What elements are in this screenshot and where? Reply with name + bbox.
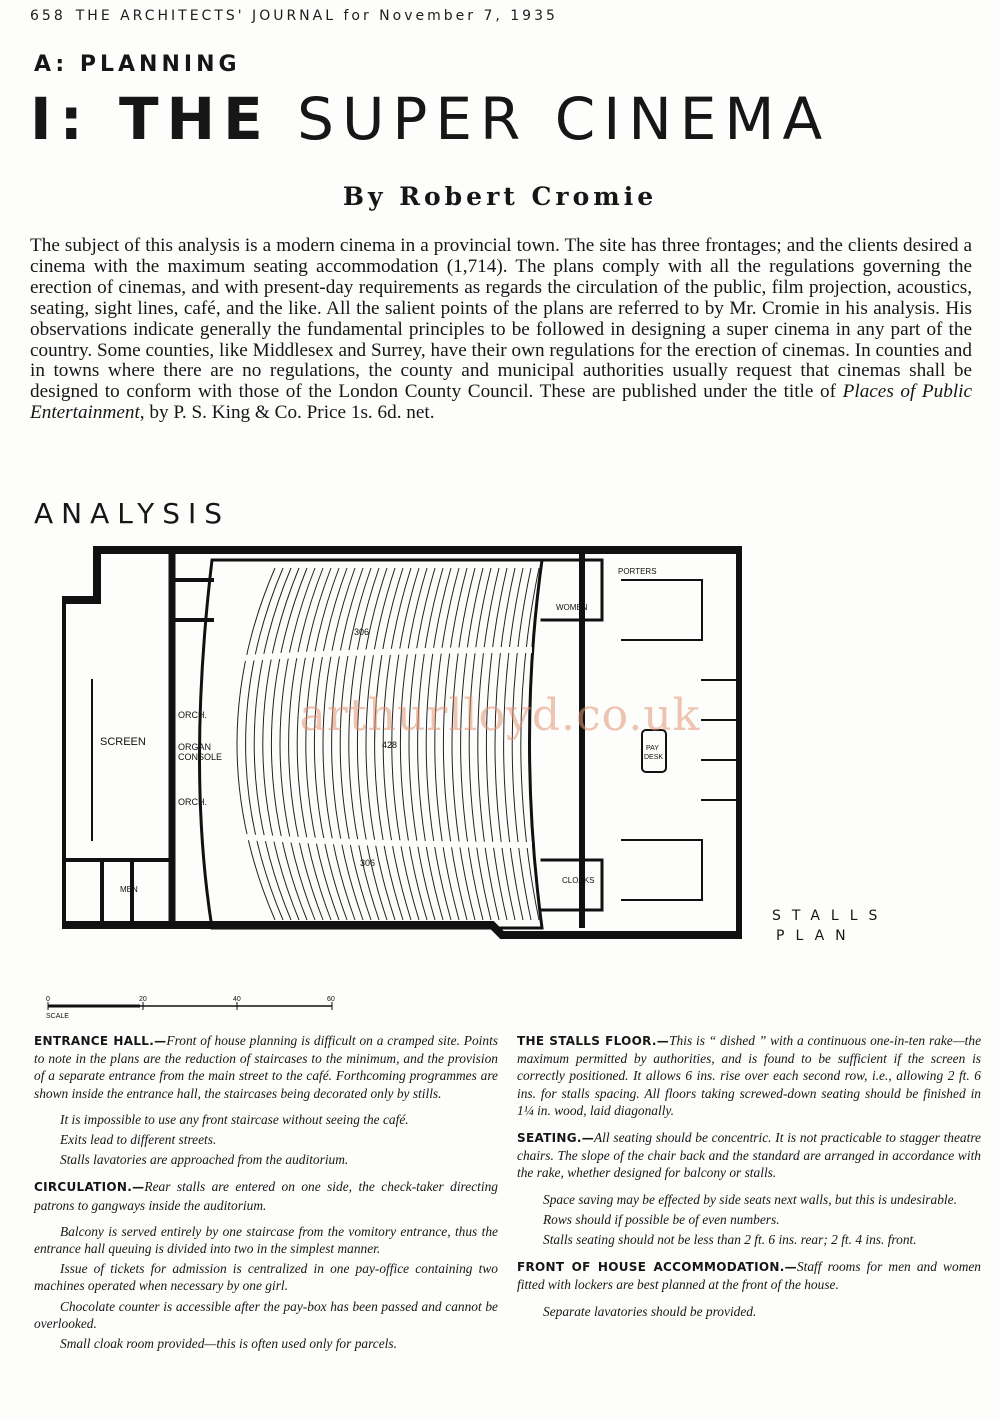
- plan-caption-line1: STALLS: [772, 908, 889, 924]
- intro-text-before: The subject of this analysis is a modern cinema in a provincial town. The site has three frontages; and the clients desired a cinema with the maximum seating accommodation (1,714). The plans comply with all the regulations governing the erection of cinemas, and with present-day requirements as regards the circulation of the public, film projection, acoustics, seating, sight lines, café, and the like. All the salient points of the plans are referred to by Mr. Cromie in his analysis. His observations indicate generally the fundamental principles to be followed in designing a super cinema in any part of the country. Some counties, like Middlesex and Surrey, have their own regulations for the erection of cinemas. In counties and in towns where there are no regulations, the county and municipal authorities usually request that cinemas shall be designed to conform with those of the London County Council. These are published under the title of: [30, 235, 972, 403]
- intro-book-title: Places of Public Entertainment: [30, 381, 973, 424]
- plan-label-orch-top: ORCH.: [178, 710, 207, 720]
- plan-label-cloaks: CLOAKS: [562, 876, 595, 885]
- plan-seat-row: [478, 568, 499, 920]
- title-part-b: SUPER CINEMA: [297, 85, 831, 153]
- section-paragraph: [517, 1258, 981, 1293]
- paragraph-text: Chocolate counter is accessible after the pay-box has been passed and cannot be overlooked.: [34, 1298, 498, 1331]
- plan-label-organ: ORGAN: [178, 742, 212, 752]
- paragraph-text: Front of house planning is difficult on a cramped site. Points to note in the plans are the reduction of staircases to the minimum, and the provision of a separate entrance from the main street to the café. Forthcoming programmes are shown inside the entrance hall, the staircases being decorated only by stills.: [34, 1033, 499, 1101]
- body-paragraph: [517, 1303, 981, 1320]
- plan-seat-row: [271, 568, 307, 920]
- section-heading: ENTRANCE HALL.—: [34, 1034, 167, 1048]
- plan-label-women: WOMEN: [556, 603, 588, 612]
- paragraph-text: Stalls seating should not be less than 2 ft. 6 ins. rear; 2 ft. 4 ins. front.: [543, 1232, 917, 1248]
- plan-seat-row: [504, 568, 523, 920]
- plan-cloak-room: [542, 860, 602, 910]
- plan-seat-row: [263, 568, 299, 920]
- plan-stairs-top: [622, 580, 702, 640]
- watermark: arthurlloyd.co.uk: [299, 690, 701, 741]
- plan-seat-row: [254, 568, 291, 920]
- plan-seat-row: [409, 568, 435, 920]
- intro-text-after: , by P. S. King & Co. Price 1s. 6d. net.: [139, 402, 435, 424]
- paragraph-text: This is “ dished ” with a continuous one-in-ten rake—the maximum permitted by authorities, and is found to be sufficient if the screen is correctly positioned. It allows 6 ins. rise over each second row, i.e., allowing 2 ft. 6 ins. for stalls spacing. All floors taking screwed-down seating should be finished in 1¼ in. wood, laid diagonally.: [517, 1033, 982, 1118]
- plan-seat-row: [246, 568, 283, 920]
- plan-stairs-bottom: [622, 840, 702, 900]
- paragraph-text: Separate lavatories should be provided.: [543, 1303, 757, 1319]
- body-paragraph: [34, 1151, 498, 1168]
- plan-outer-wall: [62, 550, 740, 935]
- column-right: [517, 1032, 981, 1323]
- section-heading: THE STALLS FLOOR.—: [517, 1034, 670, 1048]
- body-paragraph: [517, 1191, 981, 1208]
- paragraph-text: Issue of tickets for admission is centralized in one pay-office containing two machines operated when necessary by one girl.: [34, 1261, 498, 1294]
- plan-seat-row: [306, 568, 339, 920]
- body-paragraph: [34, 1335, 498, 1352]
- scale-tick-60: 60: [327, 996, 335, 1003]
- body-paragraph: [34, 1298, 498, 1332]
- paragraph-text: All seating should be concentric. It is not practicable to stagger theatre chairs. The slope of the chair back and the standard are arranged in accordance with the rake, whether designed for balcony or stalls.: [517, 1130, 981, 1181]
- plan-auditorium-outline: [200, 560, 543, 928]
- body-paragraph: [34, 1131, 498, 1148]
- paragraph-text: Rows should if possible be of even numbers.: [543, 1211, 780, 1227]
- column-left: [34, 1032, 498, 1355]
- body-paragraph: [34, 1111, 498, 1128]
- plan-label-desk: DESK: [644, 754, 664, 761]
- intro-paragraph: [30, 236, 972, 424]
- title-part-a: I: THE: [30, 85, 271, 153]
- body-paragraph: [517, 1211, 981, 1228]
- scale-bar: [40, 996, 340, 1028]
- plan-seat-row: [400, 568, 427, 920]
- section-paragraph: [517, 1129, 981, 1182]
- plan-gangway-top: [212, 650, 532, 660]
- scale-tick-40: 40: [233, 996, 241, 1003]
- paragraph-text: Space saving may be effected by side seats next walls, but this is undesirable.: [543, 1191, 957, 1207]
- plan-caption: [772, 906, 888, 946]
- plan-label-men: MEN: [120, 885, 138, 894]
- page-title: [30, 85, 831, 153]
- paragraph-text: It is impossible to use any front staircase without seeing the café.: [60, 1111, 409, 1127]
- body-paragraph: [34, 1223, 498, 1257]
- stalls-plan-drawing: [62, 540, 742, 950]
- plan-label-seats-bottom: 306: [360, 858, 376, 868]
- plan-front-doors: [702, 680, 737, 800]
- paragraph-text: Staff rooms for men and women fitted with lockers are best planned at the front of the house.: [517, 1259, 981, 1293]
- section-label: A: PLANNING: [34, 52, 241, 77]
- section-heading: FRONT OF HOUSE ACCOMMODATION.—: [517, 1260, 797, 1275]
- body-paragraph: [517, 1231, 981, 1248]
- running-head: [30, 8, 558, 24]
- plan-seat-row: [323, 568, 355, 920]
- section-heading: CIRCULATION.—: [34, 1180, 145, 1195]
- plan-seat-row: [332, 568, 363, 920]
- plan-seat-row: [314, 568, 347, 920]
- plan-label-screen: SCREEN: [100, 736, 146, 748]
- body-paragraph: [34, 1260, 498, 1294]
- page-number: 658: [30, 8, 66, 24]
- paragraph-text: Rear stalls are entered on one side, the check-taker directing patrons to gangways inside the auditorium.: [34, 1179, 498, 1213]
- plan-label-orch-bottom: ORCH.: [178, 797, 207, 807]
- journal-line: THE ARCHITECTS' JOURNAL for November 7, 1935: [75, 8, 558, 24]
- byline: By Robert Cromie: [342, 182, 658, 211]
- plan-caption-line2: PLAN: [776, 928, 857, 944]
- plan-seat-row: [237, 568, 275, 920]
- section-paragraph: [517, 1032, 981, 1119]
- scale-label: SCALE: [46, 1013, 69, 1020]
- plan-label-seats-top: 306: [354, 627, 370, 637]
- scale-tick-0: 0: [46, 996, 50, 1003]
- plan-label-porters: PORTERS: [618, 567, 657, 576]
- plan-label-console: CONSOLE: [178, 752, 223, 762]
- plan-label-seats-mid: 428: [382, 740, 398, 750]
- section-heading: SEATING.—: [517, 1131, 594, 1146]
- paragraph-text: Small cloak room provided—this is often used only for parcels.: [60, 1336, 397, 1352]
- section-paragraph: [34, 1178, 498, 1213]
- paragraph-text: Stalls lavatories are approached from the auditorium.: [60, 1152, 349, 1168]
- plan-left-rooms: [62, 860, 172, 925]
- plan-label-pay: PAY: [646, 745, 659, 752]
- analysis-heading: ANALYSIS: [34, 497, 231, 530]
- scale-tick-20: 20: [139, 996, 147, 1003]
- paragraph-text: Exits lead to different streets.: [60, 1132, 217, 1148]
- paragraph-text: Balcony is served entirely by one staircase from the vomitory entrance, thus the entrance hall queuing is divided into two in the simplest manner.: [34, 1223, 498, 1257]
- section-paragraph: [34, 1032, 498, 1102]
